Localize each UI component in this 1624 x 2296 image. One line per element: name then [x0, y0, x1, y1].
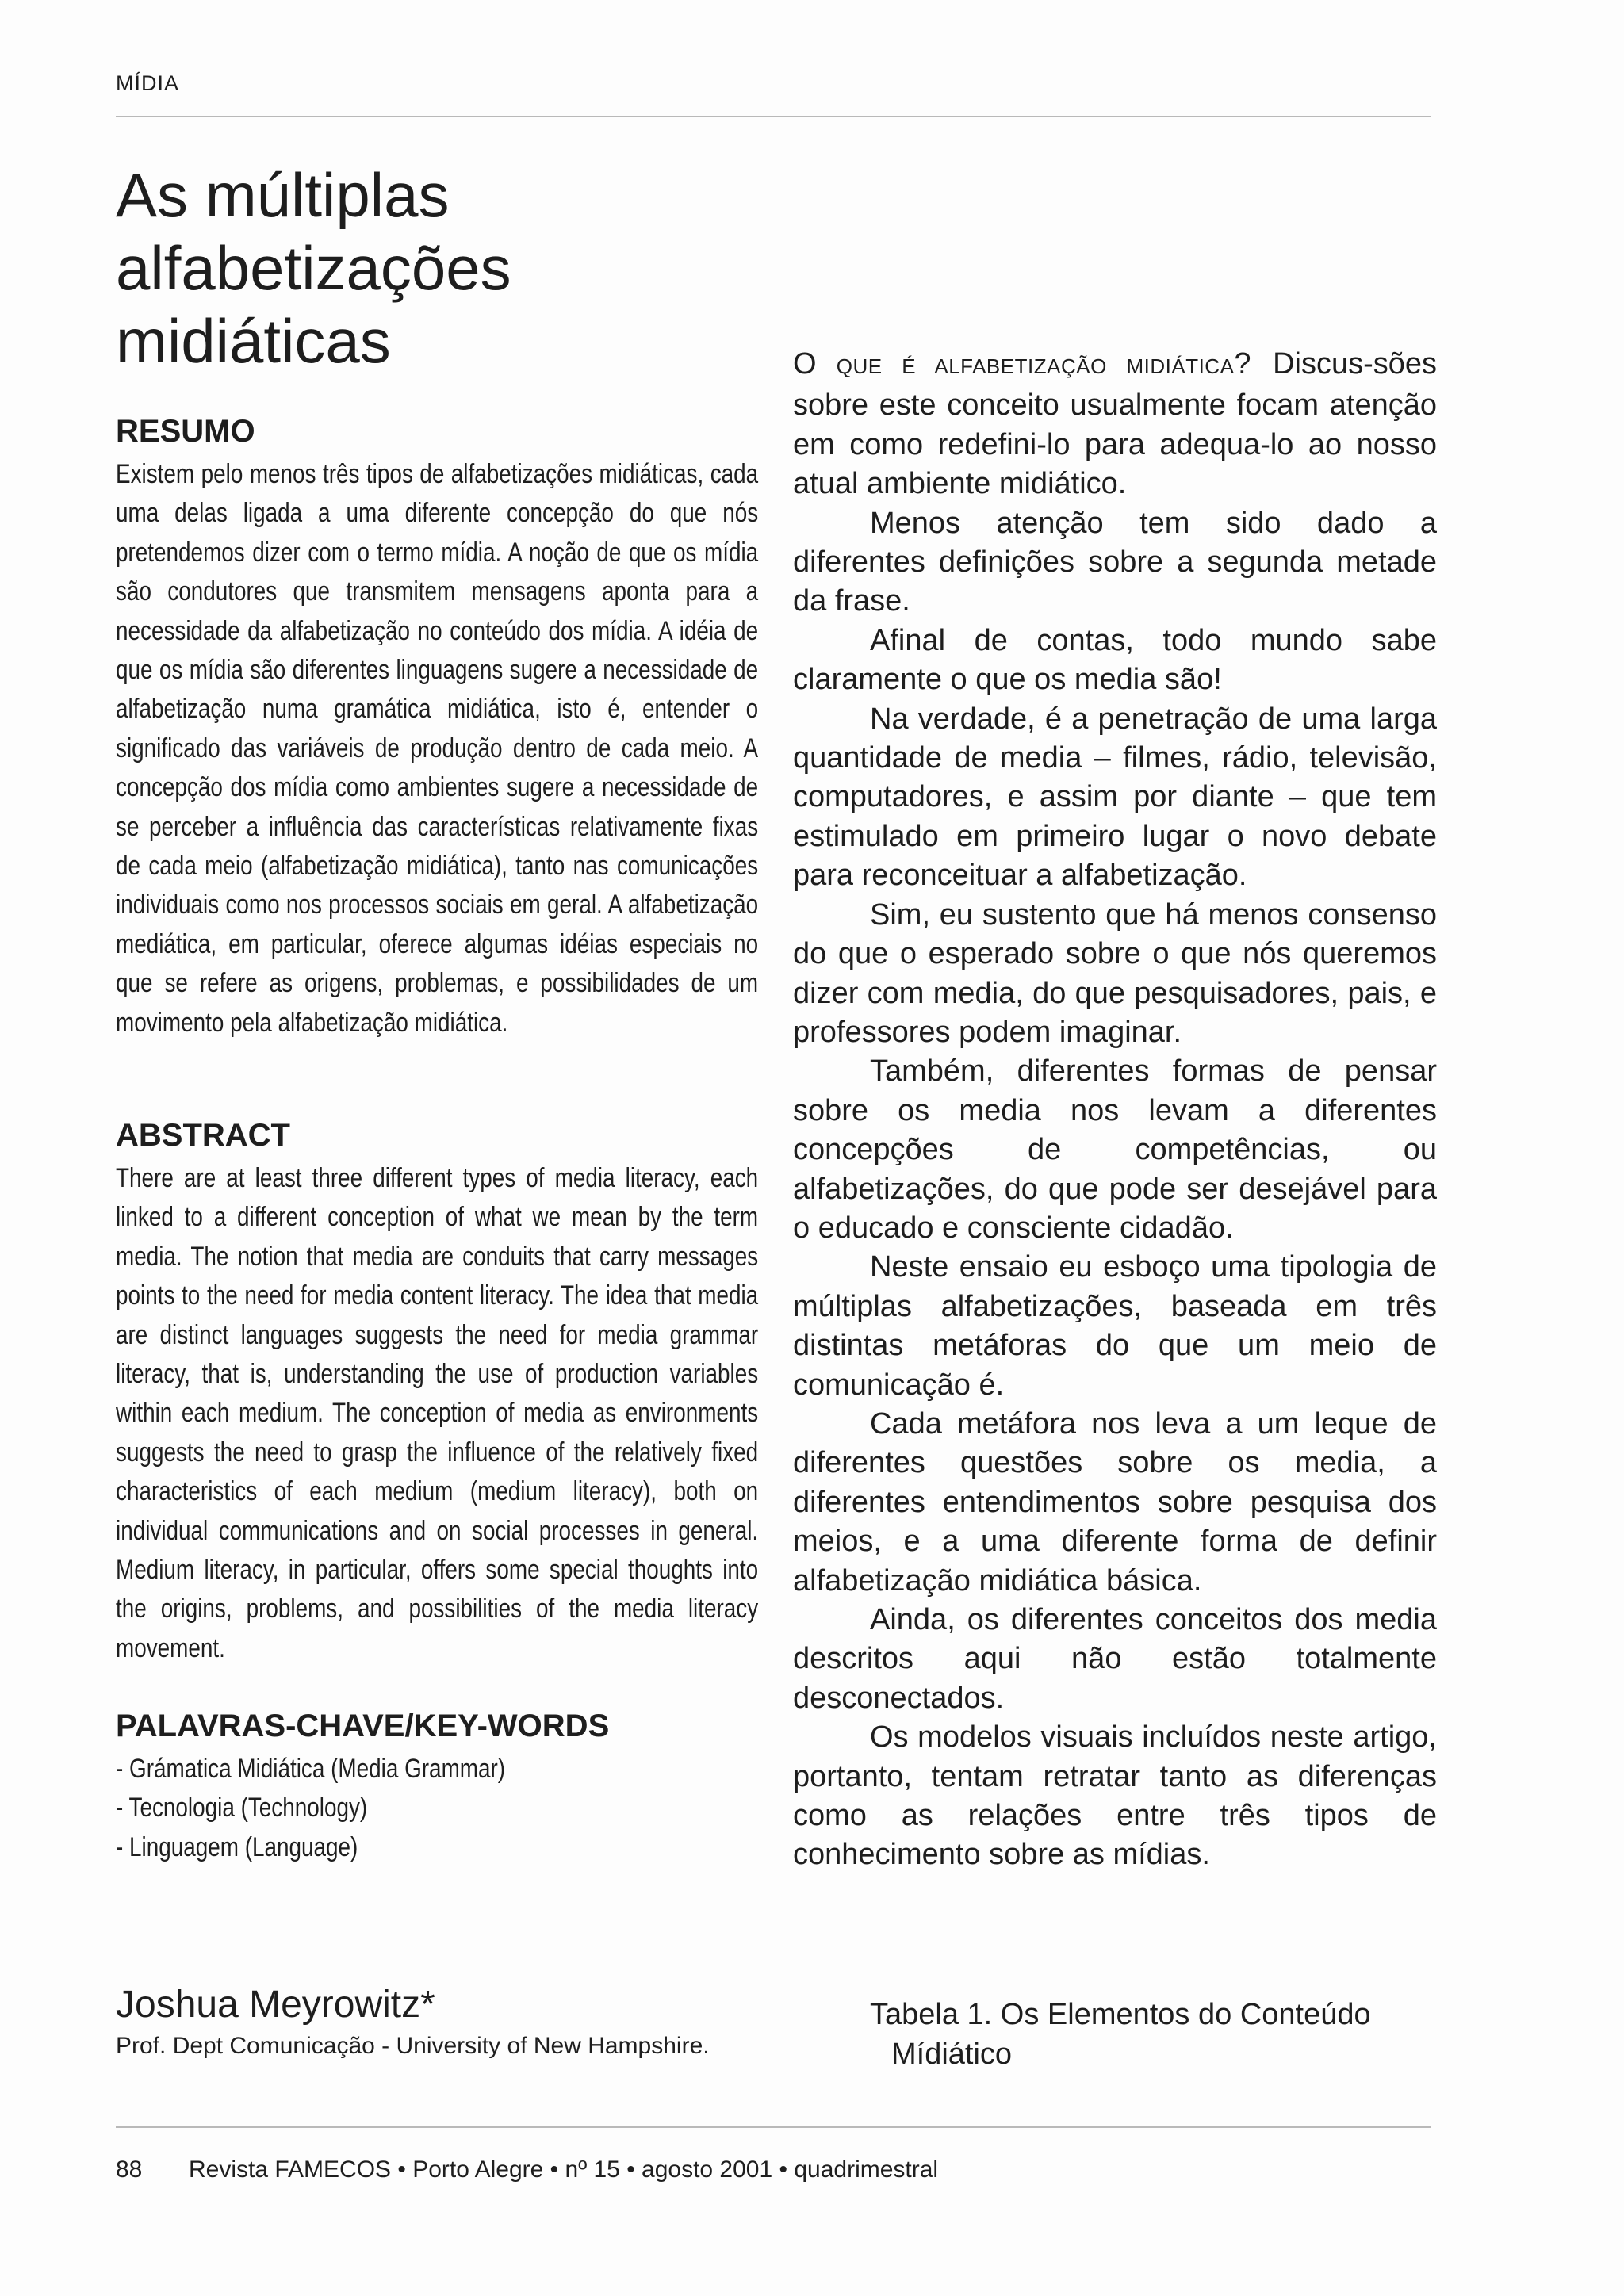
- keyword-item: - Tecnologia (Technology): [116, 1793, 368, 1823]
- body-paragraph: Cada metáfora nos leva a um leque de diferentes questões sobre os media, a diferentes entendimentos sobre pesquisa dos meios, e a uma diferente forma de definir alfabetização midiática básica.: [793, 1406, 1437, 1598]
- title-line: As múltiplas: [116, 160, 450, 230]
- keyword-item: - Grámatica Midiática (Media Grammar): [116, 1754, 506, 1784]
- keywords-list: [116, 1750, 758, 1867]
- caption-line: Mídiático: [891, 2038, 1013, 2071]
- title-line: alfabetizações: [116, 233, 511, 303]
- body-column: [793, 345, 1437, 1875]
- body-paragraph: Ainda, os diferentes conceitos dos media descritos aqui não estão totalmente desconectados.: [793, 1603, 1437, 1715]
- lead-rest: ? Discus-sões sobre este conceito usualmente focam atenção em como redefini-lo para adequa-lo ao nosso atual ambiente midiático.: [793, 347, 1438, 501]
- keyword-item: - Linguagem (Language): [116, 1831, 358, 1862]
- body-paragraph: Menos atenção tem sido dado a diferentes definições sobre a segunda metade da frase.: [793, 506, 1437, 618]
- article-title: [116, 159, 758, 377]
- title-line: midiáticas: [116, 306, 391, 376]
- keywords-heading: PALAVRAS-CHAVE/KEY-WORDS: [116, 1709, 610, 1743]
- body-paragraph: Na verdade, é a penetração de uma larga quantidade de media – filmes, rádio, televisão, computadores, e assim por diante – que tem estimulado em primeiro lugar o novo debate para reconceituar a alfabetização.: [793, 702, 1437, 893]
- resumo-heading: RESUMO: [116, 414, 255, 449]
- resumo-text: Existem pelo menos três tipos de alfabetizações midiáticas, cada uma delas ligada a uma diferente concepção do que nós pretendemos dizer com o termo mídia. A noção de que os mídia são condutores que transmitem mensagens aponta para a necessidade da alfabetização no conteúdo dos mídia. A idéia de que os mídia são diferentes linguagens sugere a necessidade de alfabetização numa gramática midiática, isto é, entender o significado das variáveis de produção dentro de cada meio. A concepção dos mídia como ambientes sugere a necessidade de se perceber a influência das características relativamente fixas de cada meio (alfabetização midiática), tanto nas comunicações individuais como nos processos sociais em geral. A alfabetização mediática, em particular, oferece algumas idéias especiais no que se refere as origens, problemas, e possibilidades de um movimento pela alfabetização midiática.: [116, 459, 759, 1038]
- page-footer: [116, 2156, 938, 2183]
- lead-smallcaps: [793, 347, 1235, 381]
- left-column: [116, 159, 759, 2059]
- author-affiliation: Prof. Dept Comunicação - University of New Hampshire.: [116, 2033, 710, 2059]
- abstract-heading: ABSTRACT: [116, 1118, 290, 1153]
- resumo-section: [116, 414, 899, 1043]
- header-rule: [116, 116, 1431, 117]
- caption-line: Tabela 1. Os Elementos do Conteúdo: [870, 1998, 1371, 2031]
- abstract-section: [116, 1118, 899, 1668]
- table-caption: [870, 1995, 1371, 2074]
- author-block: [116, 1982, 710, 2060]
- keywords-section: [116, 1709, 899, 1867]
- section-label: MÍDIA: [116, 71, 180, 95]
- lead-initial: O: [793, 347, 818, 381]
- body-paragraph: Os modelos visuais incluídos neste artigo, portanto, tentam retratar tanto as diferenças como as relações entre três tipos de conhecimento sobre as mídias.: [793, 1720, 1437, 1872]
- journal-info: Revista FAMECOS • Porto Alegre • nº 15 • agosto 2001 • quadrimestral: [189, 2156, 939, 2183]
- body-paragraph: Afinal de contas, todo mundo sabe claramente o que os media são!: [793, 623, 1437, 697]
- page-number: 88: [116, 2156, 143, 2183]
- footer-rule: [116, 2126, 1431, 2128]
- body-paragraph: Sim, eu sustento que há menos consenso do que o esperado sobre o que nós queremos dizer com media, do que pesquisadores, pais, e professores podem imaginar.: [793, 897, 1437, 1049]
- lead-smallcaps-rest: QUE É ALFABETIZAÇÃO MIDIÁTICA: [836, 354, 1235, 378]
- body-paragraph: Neste ensaio eu esboço uma tipologia de múltiplas alfabetizações, baseada em três distintas metáforas do que um meio de comunicação é.: [793, 1250, 1437, 1402]
- body-lead-paragraph: [793, 345, 1437, 504]
- body-paragraph: Também, diferentes formas de pensar sobre os media nos levam a diferentes concepções de competências, ou alfabetizações, do que pode ser desejável para o educado e consciente cidadão.: [793, 1054, 1437, 1245]
- author-name: Joshua Meyrowitz*: [116, 1984, 435, 2026]
- abstract-text: There are at least three different types of media literacy, each linked to a different conception of what we mean by the term media. The notion that media are conduits that carry messages points to the need for media content literacy. The idea that media are distinct languages suggests the need for media grammar literacy, that is, understanding the use of production variables within each medium. The conception of media as environments suggests the need to grasp the influence of the relatively fixed characteristics of each medium (medium literacy), both on individual communications and on social processes in general. Medium literacy, in particular, offers some special thoughts into the origins, problems, and possibilities of the media literacy movement.: [116, 1163, 759, 1663]
